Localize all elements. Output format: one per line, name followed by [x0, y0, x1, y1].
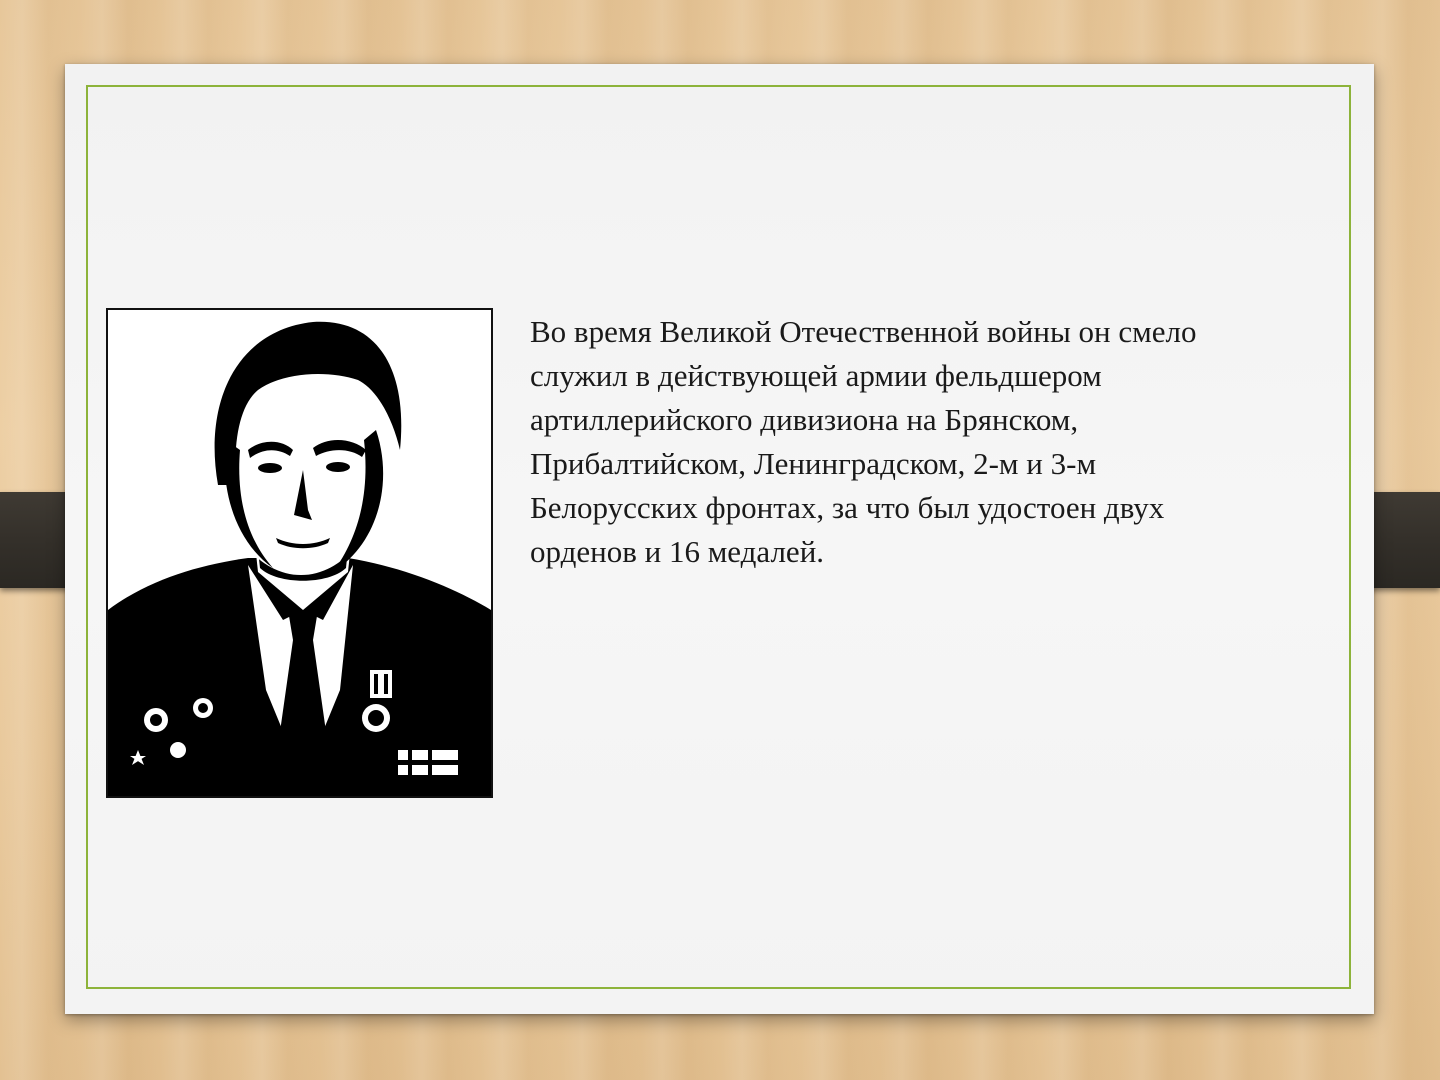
slide-card	[65, 64, 1374, 1014]
portrait-photo	[106, 308, 493, 798]
slide-body-text: Во время Великой Отечественной войны он смело служил в действующей армии фельдшером артиллерийского дивизиона на Брянском, Прибалтийском, Ленинградском, 2-м и 3-м Белорусских фронтах, за что был удостоен двух орденов и 16 медалей.	[530, 314, 1197, 569]
portrait-image	[108, 310, 491, 796]
